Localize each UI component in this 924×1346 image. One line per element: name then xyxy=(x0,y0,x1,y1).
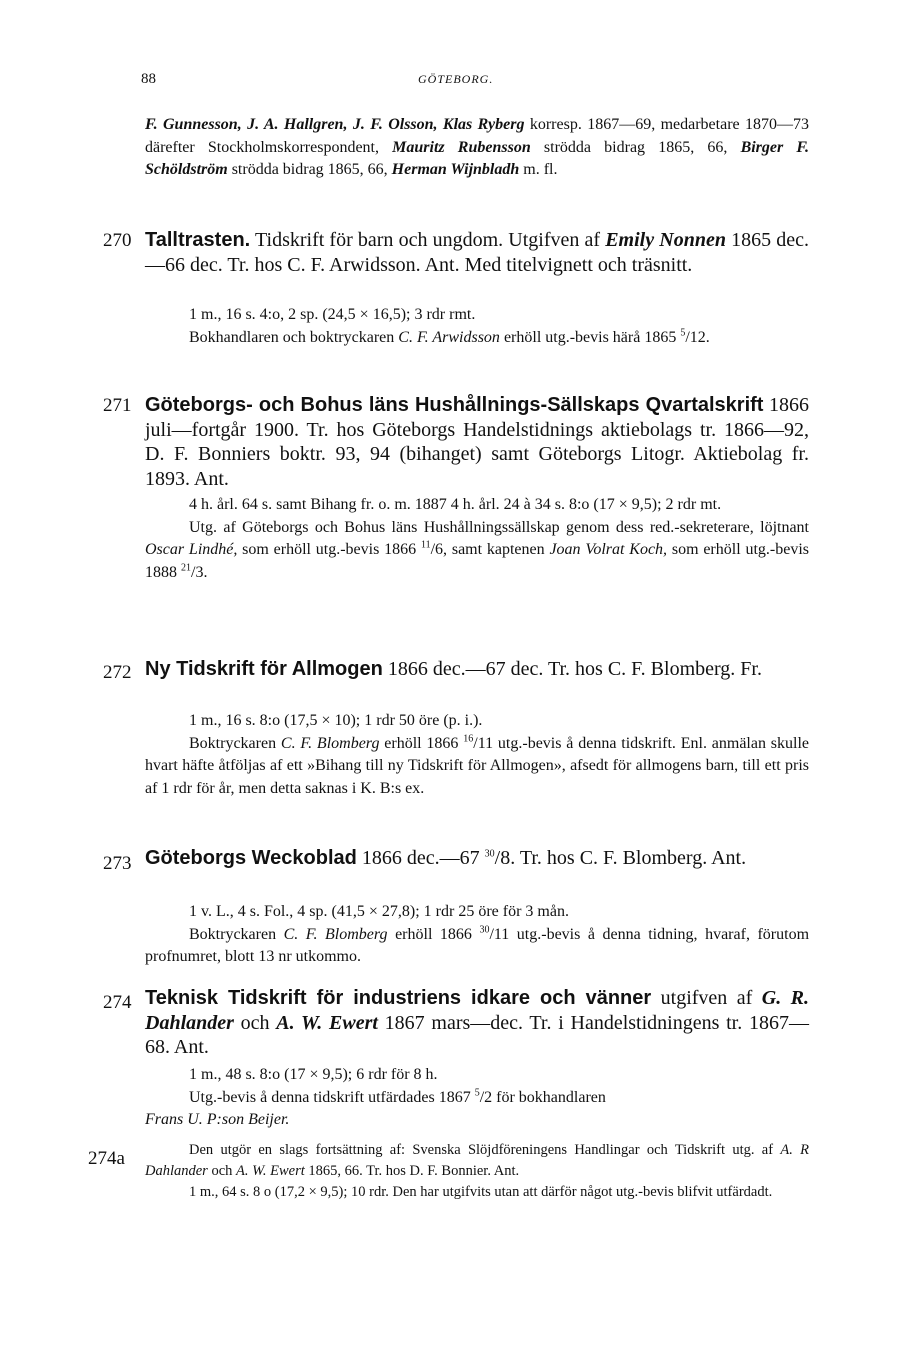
entry-272-notes: 1 m., 16 s. 8:o (17,5 × 10); 1 rdr 50 öre (p. i.). Boktryckaren C. F. Blomberg erhöll 1866 $^{16}$/11 utg.-bevis å denna tidskrift. Enl. anmälan skulle hvart häfte åtföljas af ett »Bihang till ny Tidskrift för Allmogen», afsedt för allmogens barn, till ett pris af 1 rdr för år, men detta saknas i K. B:s ex. xyxy=(145,712,810,797)
entry-number: 272 xyxy=(103,662,132,683)
intro-paragraph: F. Gunnesson, J. A. Hallgren, J. F. Olsson, Klas Ryberg korresp. 1867—69, medarbetare 1870—73 därefter Stockholmskorrespondent, Mauritz Rubensson strödda bidrag 1865, 66, Birger F. Schöldström strödda bidrag 1865, 66, Herman Wijnbladh m. fl. xyxy=(145,116,810,178)
entry-273-notes: 1 v. L., 4 s. Fol., 4 sp. (41,5 × 27,8); 1 rdr 25 öre för 3 mån. Boktryckaren C. F. Blomberg erhöll 1866 $^{30}$/11 utg.-bevis å denna tidning, hvaraf, förutom profnumret, blott 13 nr utkommo. xyxy=(145,903,810,965)
entry-273-main: Göteborgs Weckoblad 1866 dec.—67 $^{30}$/8. Tr. hos C. F. Blomberg. Ant. xyxy=(145,847,747,869)
entry-number: 271 xyxy=(103,395,132,416)
entry-271-notes: 4 h. årl. 64 s. samt Bihang fr. o. m. 1887 4 h. årl. 24 à 34 s. 8:o (17 × 9,5); 2 rdr mt. Utg. af Göteborgs och Bohus läns Hushållningssällskap genom dess red.-sekreterare, löjtnant Oscar Lindhé, som erhöll utg.-bevis 1866 $^{11}$/6, samt kaptenen Joan Volrat Koch, som erhöll utg.-bevis 1888 $^{21}$/3. xyxy=(145,496,810,581)
entry-number: 270 xyxy=(103,230,132,251)
page-number: 88 xyxy=(141,71,156,87)
entry-272-main: Ny Tidskrift för Allmogen 1866 dec.—67 dec. Tr. hos C. F. Blomberg. Fr. xyxy=(145,658,762,680)
entry-274a-main: Den utgör en slags fortsättning af: Svenska Slöjdföreningens Handlingar och Tidskrift utg. af A. R Dahlander och A. W. Ewert 1865, 66. Tr. hos D. F. Bonnier. Ant. 1 m., 64 s. 8 o (17,2 × 9,5); 10 rdr. Den har utgifvits utan att därför något utg.-bevis blifvit utfärdadt. xyxy=(145,1142,809,1200)
entry-270-notes: 1 m., 16 s. 4:o, 2 sp. (24,5 × 16,5); 3 rdr rmt. Bokhandlaren och boktryckaren C. F. Arwidsson erhöll utg.-bevis härå 1865 $^5$/12. xyxy=(189,306,710,346)
entry-number: 274a xyxy=(88,1148,125,1169)
entry-271-main: Göteborgs- och Bohus läns Hushållnings-Sällskaps Qvartalskrift 1866 juli—fortgår 1900. Tr. hos Göteborgs Handelstidnings aktiebolags tr. 1866—92, D. F. Bonniers boktr. 93, 94 (bihanget) samt Göteborgs Litogr. Aktiebolag fr. 1893. Ant. xyxy=(145,394,810,490)
entry-274-notes: 1 m., 48 s. 8:o (17 × 9,5); 6 rdr för 8 h. Utg.-bevis å denna tidskrift utfärdades 1867 $^5$/2 för bokhandlaren Frans U. P:son Beijer. xyxy=(145,1066,606,1128)
entry-274-main: Teknisk Tidskrift för industriens idkare och vänner utgifven af G. R. Dahlander och A. W. Ewert 1867 mars—dec. Tr. i Handelstidningens tr. 1867—68. Ant. xyxy=(145,987,809,1058)
entry-number: 273 xyxy=(103,853,132,874)
entry-270-main: Talltrasten. Tidskrift för barn och ungdom. Utgifven af Emily Nonnen 1865 dec.—66 dec. Tr. hos C. F. Arwidsson. Ant. Med titelvignett och träsnitt. xyxy=(145,229,809,276)
running-head: GÖTEBORG. xyxy=(418,72,494,86)
entry-number: 274 xyxy=(103,992,132,1013)
